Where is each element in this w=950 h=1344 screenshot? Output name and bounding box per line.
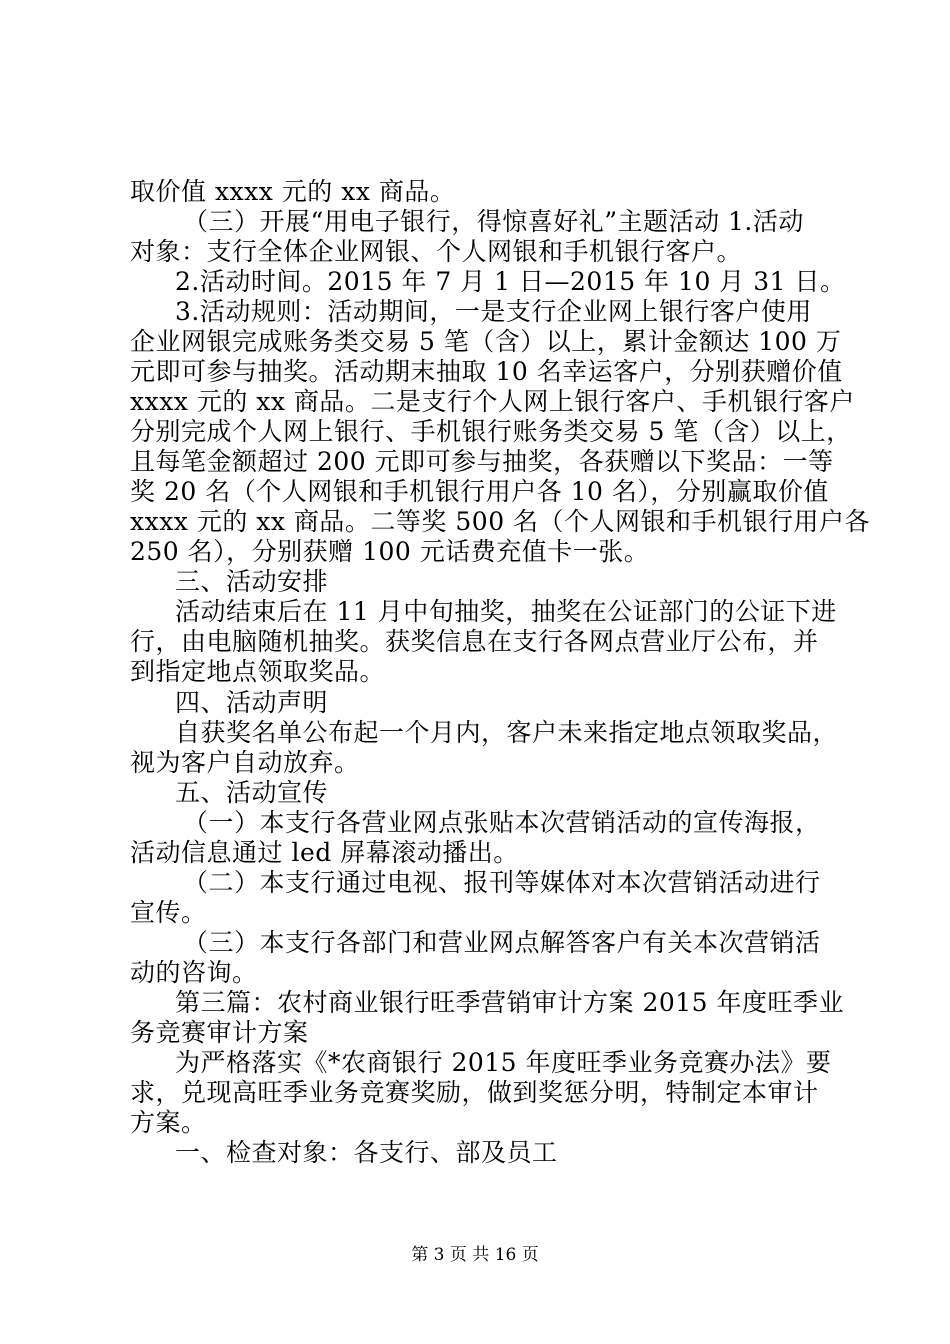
text-line: 动的咨询。 — [130, 958, 258, 987]
text-line: 到指定地点领取奖品。 — [130, 657, 386, 686]
text-line: 行，由电脑随机抽奖。获奖信息在支行各网点营业厅公布，并 — [130, 627, 819, 656]
text-line: 宣传。 — [130, 898, 207, 927]
text-line: xxxx 元的 xx 商品。二等奖 500 名（个人网银和手机银行用户各 — [130, 507, 871, 536]
text-line: 元即可参与抽奖。活动期末抽取 10 名幸运客户，分别获赠价值 — [130, 357, 843, 386]
text-line: 分别完成个人网上银行、手机银行账务类交易 5 笔（含）以上， — [130, 417, 852, 446]
section-heading: 一、检查对象：各支行、部及员工 — [175, 1138, 558, 1167]
section-heading: 四、活动声明 — [175, 688, 329, 717]
text-line: 活动信息通过 led 屏幕滚动播出。 — [130, 838, 519, 867]
text-line: 为严格落实《*农商银行 2015 年度旺季业务竞赛办法》要 — [175, 1048, 832, 1077]
text-line: 奖 20 名（个人网银和手机银行用户各 10 名），分别赢取价值 — [130, 477, 829, 506]
text-line: 2.活动时间。2015 年 7 月 1 日—2015 年 10 月 31 日。 — [175, 267, 846, 296]
text-line: 3.活动规则：活动期间，一是支行企业网上银行客户使用 — [175, 297, 812, 326]
text-line: （三）开展“用电子银行，得惊喜好礼”主题活动 1.活动 — [183, 207, 804, 236]
text-line: 视为客户自动放弃。 — [130, 748, 360, 777]
text-line: 取价值 xxxx 元的 xx 商品。 — [130, 177, 456, 206]
text-line: （三）本支行各部门和营业网点解答客户有关本次营销活 — [183, 928, 821, 957]
text-line: 方案。 — [130, 1108, 207, 1137]
text-line: 自获奖名单公布起一个月内，客户未来指定地点领取奖品， — [175, 718, 839, 747]
text-line: 第三篇：农村商业银行旺季营销审计方案 2015 年度旺季业 — [175, 988, 845, 1017]
text-line: 活动结束后在 11 月中旬抽奖，抽奖在公证部门的公证下进 — [175, 597, 837, 626]
text-line: （二）本支行通过电视、报刊等媒体对本次营销活动进行 — [183, 868, 821, 897]
section-heading: 五、活动宣传 — [175, 778, 329, 807]
text-line: 且每笔金额超过 200 元即可参与抽奖，各获赠以下奖品：一等 — [130, 447, 834, 476]
text-line: 对象：支行全体企业网银、个人网银和手机银行客户。 — [130, 237, 743, 266]
text-line: 务竞赛审计方案 — [130, 1018, 309, 1047]
section-heading: 三、活动安排 — [175, 567, 329, 596]
text-line: xxxx 元的 xx 商品。二是支行个人网上银行客户、手机银行客户 — [130, 387, 855, 416]
text-line: 企业网银完成账务类交易 5 笔（含）以上，累计金额达 100 万 — [130, 327, 842, 356]
page-footer: 第 3 页 共 16 页 — [411, 1245, 539, 1265]
text-line: 求，兑现高旺季业务竞赛奖励，做到奖惩分明，特制定本审计 — [130, 1078, 819, 1107]
text-line: （一）本支行各营业网点张贴本次营销活动的宣传海报， — [183, 808, 821, 837]
text-line: 250 名），分别获赠 100 元话费充值卡一张。 — [130, 537, 650, 566]
